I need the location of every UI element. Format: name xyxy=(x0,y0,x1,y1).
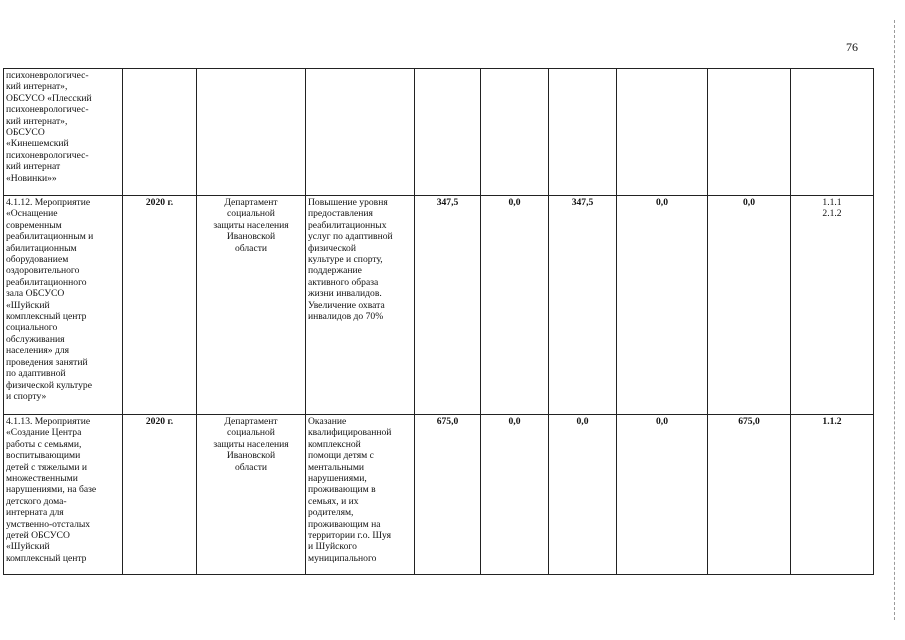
value-cell: 0,0 xyxy=(617,196,708,415)
value-total-cell: 347,5 xyxy=(415,196,481,415)
table-row xyxy=(4,196,874,415)
value-cell xyxy=(617,69,708,196)
value-total-cell: 675,0 xyxy=(415,415,481,575)
value-total-cell xyxy=(415,69,481,196)
indicator-cell xyxy=(791,69,874,196)
page-number: 76 xyxy=(846,40,858,54)
department-cell: Департамент социальной защиты населения Ивановской области xyxy=(197,196,306,415)
year-cell xyxy=(123,69,197,196)
activities-table xyxy=(3,68,874,575)
result-cell: Оказание квалифицированной комплексной помощи детям с ментальными нарушениями, проживающим в семьях, и их родителям, проживающим на территории г.о. Шуя и Шуйского муниципального xyxy=(306,415,415,575)
year-cell: 2020 г. xyxy=(123,196,197,415)
value-cell xyxy=(481,69,549,196)
year-cell: 2020 г. xyxy=(123,415,197,575)
value-cell: 0,0 xyxy=(481,196,549,415)
department-cell: Департамент социальной защиты населения Ивановской области xyxy=(197,415,306,575)
department-cell xyxy=(197,69,306,196)
value-cell: 0,0 xyxy=(617,415,708,575)
activities-table-wrapper xyxy=(3,68,874,575)
value-cell: 347,5 xyxy=(549,196,617,415)
activity-name-cell: психоневрологичес- кий интернат», ОБСУСО «Плесский психоневрологичес- кий интернат», ОБСУСО «Кинешемский психоневрологичес- кий интернат «Новинки»» xyxy=(4,69,123,196)
activity-name-cell: 4.1.13. Мероприятие «Создание Центра работы с семьями, воспитывающими детей с тяжелыми и множественными нарушениями, на базе детского дома- интерната для умственно-отсталых детей ОБСУСО «Шуйский комплексный центр xyxy=(4,415,123,575)
result-cell xyxy=(306,69,415,196)
value-cell: 0,0 xyxy=(549,415,617,575)
indicator-cell: 1.1.1 2.1.2 xyxy=(791,196,874,415)
table-row xyxy=(4,415,874,575)
table-row xyxy=(4,69,874,196)
activity-name-cell: 4.1.12. Мероприятие «Оснащение современным реабилитационным и абилитационным оборудованием оздоровительного реабилитационного зала ОБСУСО «Шуйский комплексный центр социального обслуживания населения» для проведения занятий по адаптивной физической культуре и спорту» xyxy=(4,196,123,415)
indicator-cell: 1.1.2 xyxy=(791,415,874,575)
value-cell: 675,0 xyxy=(708,415,791,575)
value-cell xyxy=(549,69,617,196)
scan-edge-line xyxy=(894,20,895,620)
value-cell: 0,0 xyxy=(481,415,549,575)
value-cell xyxy=(708,69,791,196)
value-cell: 0,0 xyxy=(708,196,791,415)
result-cell: Повышение уровня предоставления реабилитационных услуг по адаптивной физической культуре и спорту, поддержание активного образа жизни инвалидов. Увеличение охвата инвалидов до 70% xyxy=(306,196,415,415)
